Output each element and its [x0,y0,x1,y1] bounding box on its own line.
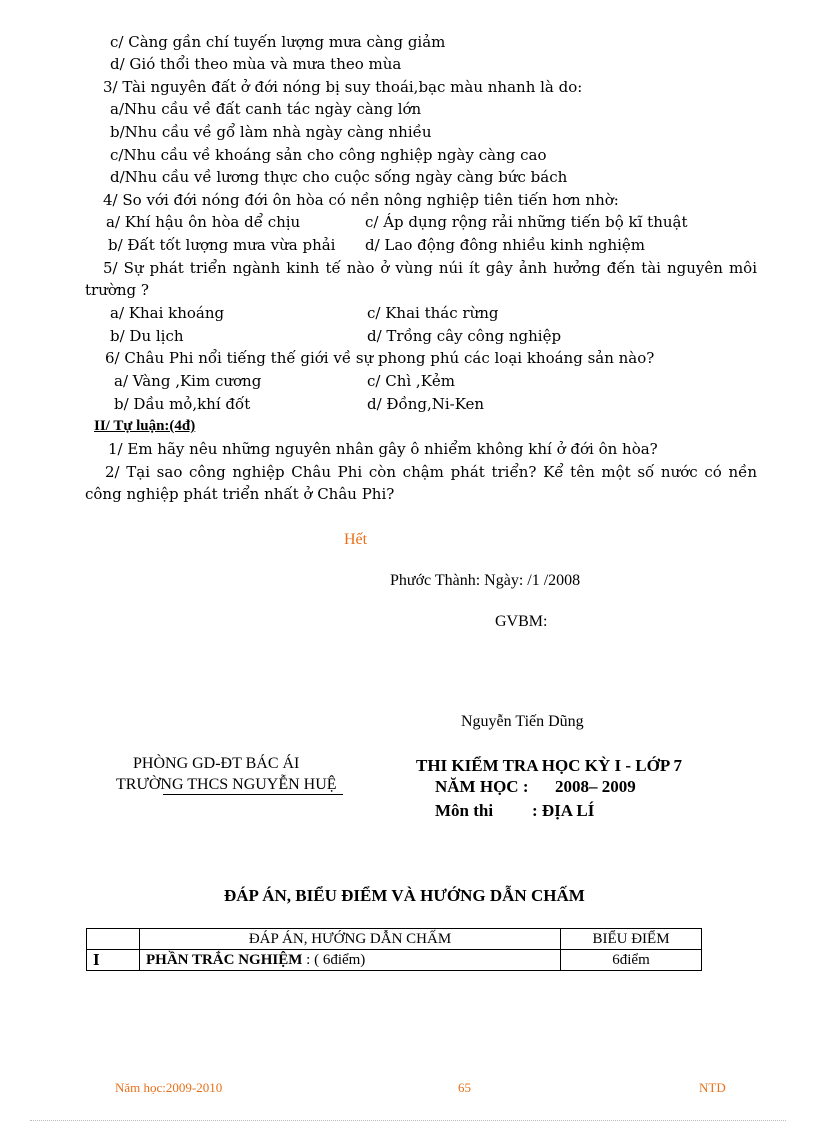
q5-option-b: b/ Du lịch [110,327,184,345]
school-underline [163,794,343,795]
q2-option-d: d/ Gió thổi theo mùa và mưa theo mùa [110,55,402,73]
essay-question-2-line1: 2/ Tại sao công nghiệp Châu Phi còn chậm phát triển? Kể tên một số nước có nền [105,463,757,481]
q6-option-b: b/ Dầu mỏ,khí đốt [114,395,251,413]
signature-role: GVBM: [495,613,548,630]
signature-name: Nguyễn Tiến Dũng [461,713,584,730]
q5-option-a: a/ Khai khoáng [110,304,225,322]
answer-table [86,928,702,971]
table-row [87,950,702,971]
q3-question: 3/ Tài nguyên đất ở đới nóng bị suy thoái,bạc màu nhanh là do: [103,78,583,96]
essay-question-1: 1/ Em hãy nêu những nguyên nhân gây ô nhiểm không khí ở đới ôn hòa? [108,440,658,458]
answer-table-header [87,929,702,950]
header-dept: PHÒNG GD-ĐT BÁC ÁI [133,755,300,772]
footer-divider [30,1120,786,1121]
q6-question: 6/ Châu Phi nổi tiếng thế giới về sự phong phú các loại khoáng sản nào? [105,349,655,367]
footer-page-number: 65 [458,1080,471,1095]
q3-option-b: b/Nhu cầu về gổ làm nhà ngày càng nhiều [110,123,432,141]
q3-option-a: a/Nhu cầu về đất canh tác ngày càng lớn [110,100,422,118]
subject-label: Môn thi [435,801,494,820]
row-section: I [87,950,140,971]
year-label: NĂM HỌC : [435,777,529,796]
row-content-rest: : ( 6điểm) [302,951,366,968]
q4-option-d: d/ Lao động đông nhiều kinh nghiệm [365,236,646,254]
header-cell-score: BIỂU ĐIỂM [561,929,702,950]
subject-value: : ĐỊA LÍ [532,801,595,820]
q6-option-a: a/ Vàng ,Kim cương [114,372,262,390]
q2-option-c: c/ Càng gần chí tuyến lượng mưa càng giảm [110,33,446,51]
answer-title: ĐÁP ÁN, BIỂU ĐIỂM VÀ HƯỚNG DẪN CHẤM [224,886,585,905]
row-content [140,950,561,971]
year-value: 2008– 2009 [555,777,636,796]
header-school: TRƯỜNG THCS NGUYỄN HUỆ [116,776,337,793]
end-mark: Hết [344,531,368,548]
header-cell-content: ĐÁP ÁN, HƯỚNG DẪN CHẤM [140,929,561,950]
q4-option-c: c/ Áp dụng rộng rải những tiến bộ kĩ thuật [365,213,688,231]
q5-question-line2: trường ? [85,281,149,299]
q3-option-d: d/Nhu cầu về lương thực cho cuộc sống ngày càng bức bách [110,168,568,186]
row-content-bold: PHẦN TRẮC NGHIỆM [146,951,303,968]
q4-question: 4/ So với đới nóng đới ôn hòa có nền nông nghiệp tiên tiến hơn nhờ: [103,191,619,209]
q4-option-a: a/ Khí hậu ôn hòa dể chịu [106,213,301,231]
q6-option-d: d/ Đồng,Ni-Ken [367,395,485,413]
q5-option-d: d/ Trồng cây công nghiệp [367,327,562,345]
q5-option-c: c/ Khai thác rừng [367,304,499,322]
essay-question-2-line2: công nghiệp phát triển nhất ở Châu Phi? [85,485,395,503]
q3-option-c: c/Nhu cầu về khoáng sản cho công nghiệp ngày càng cao [110,146,547,164]
footer-author: NTD [699,1080,726,1095]
q6-option-c: c/ Chì ,Kẻm [367,372,456,390]
essay-heading: II/ Tự luận:(4đ) [94,418,196,434]
q4-option-b: b/ Đất tốt lượng mưa vừa phải [108,236,336,254]
q5-question-line1: 5/ Sự phát triển ngành kinh tế nào ở vùng núi ít gây ảnh hưởng đến tài nguyên môi [103,259,757,277]
signature-place-date: Phước Thành: Ngày: /1 /2008 [390,572,581,589]
exam-title: THI KIỂM TRA HỌC KỲ I - LỚP 7 [416,756,683,775]
footer-year: Năm học:2009-2010 [115,1080,223,1095]
header-cell-section [87,929,140,950]
row-score: 6điểm [561,950,702,971]
